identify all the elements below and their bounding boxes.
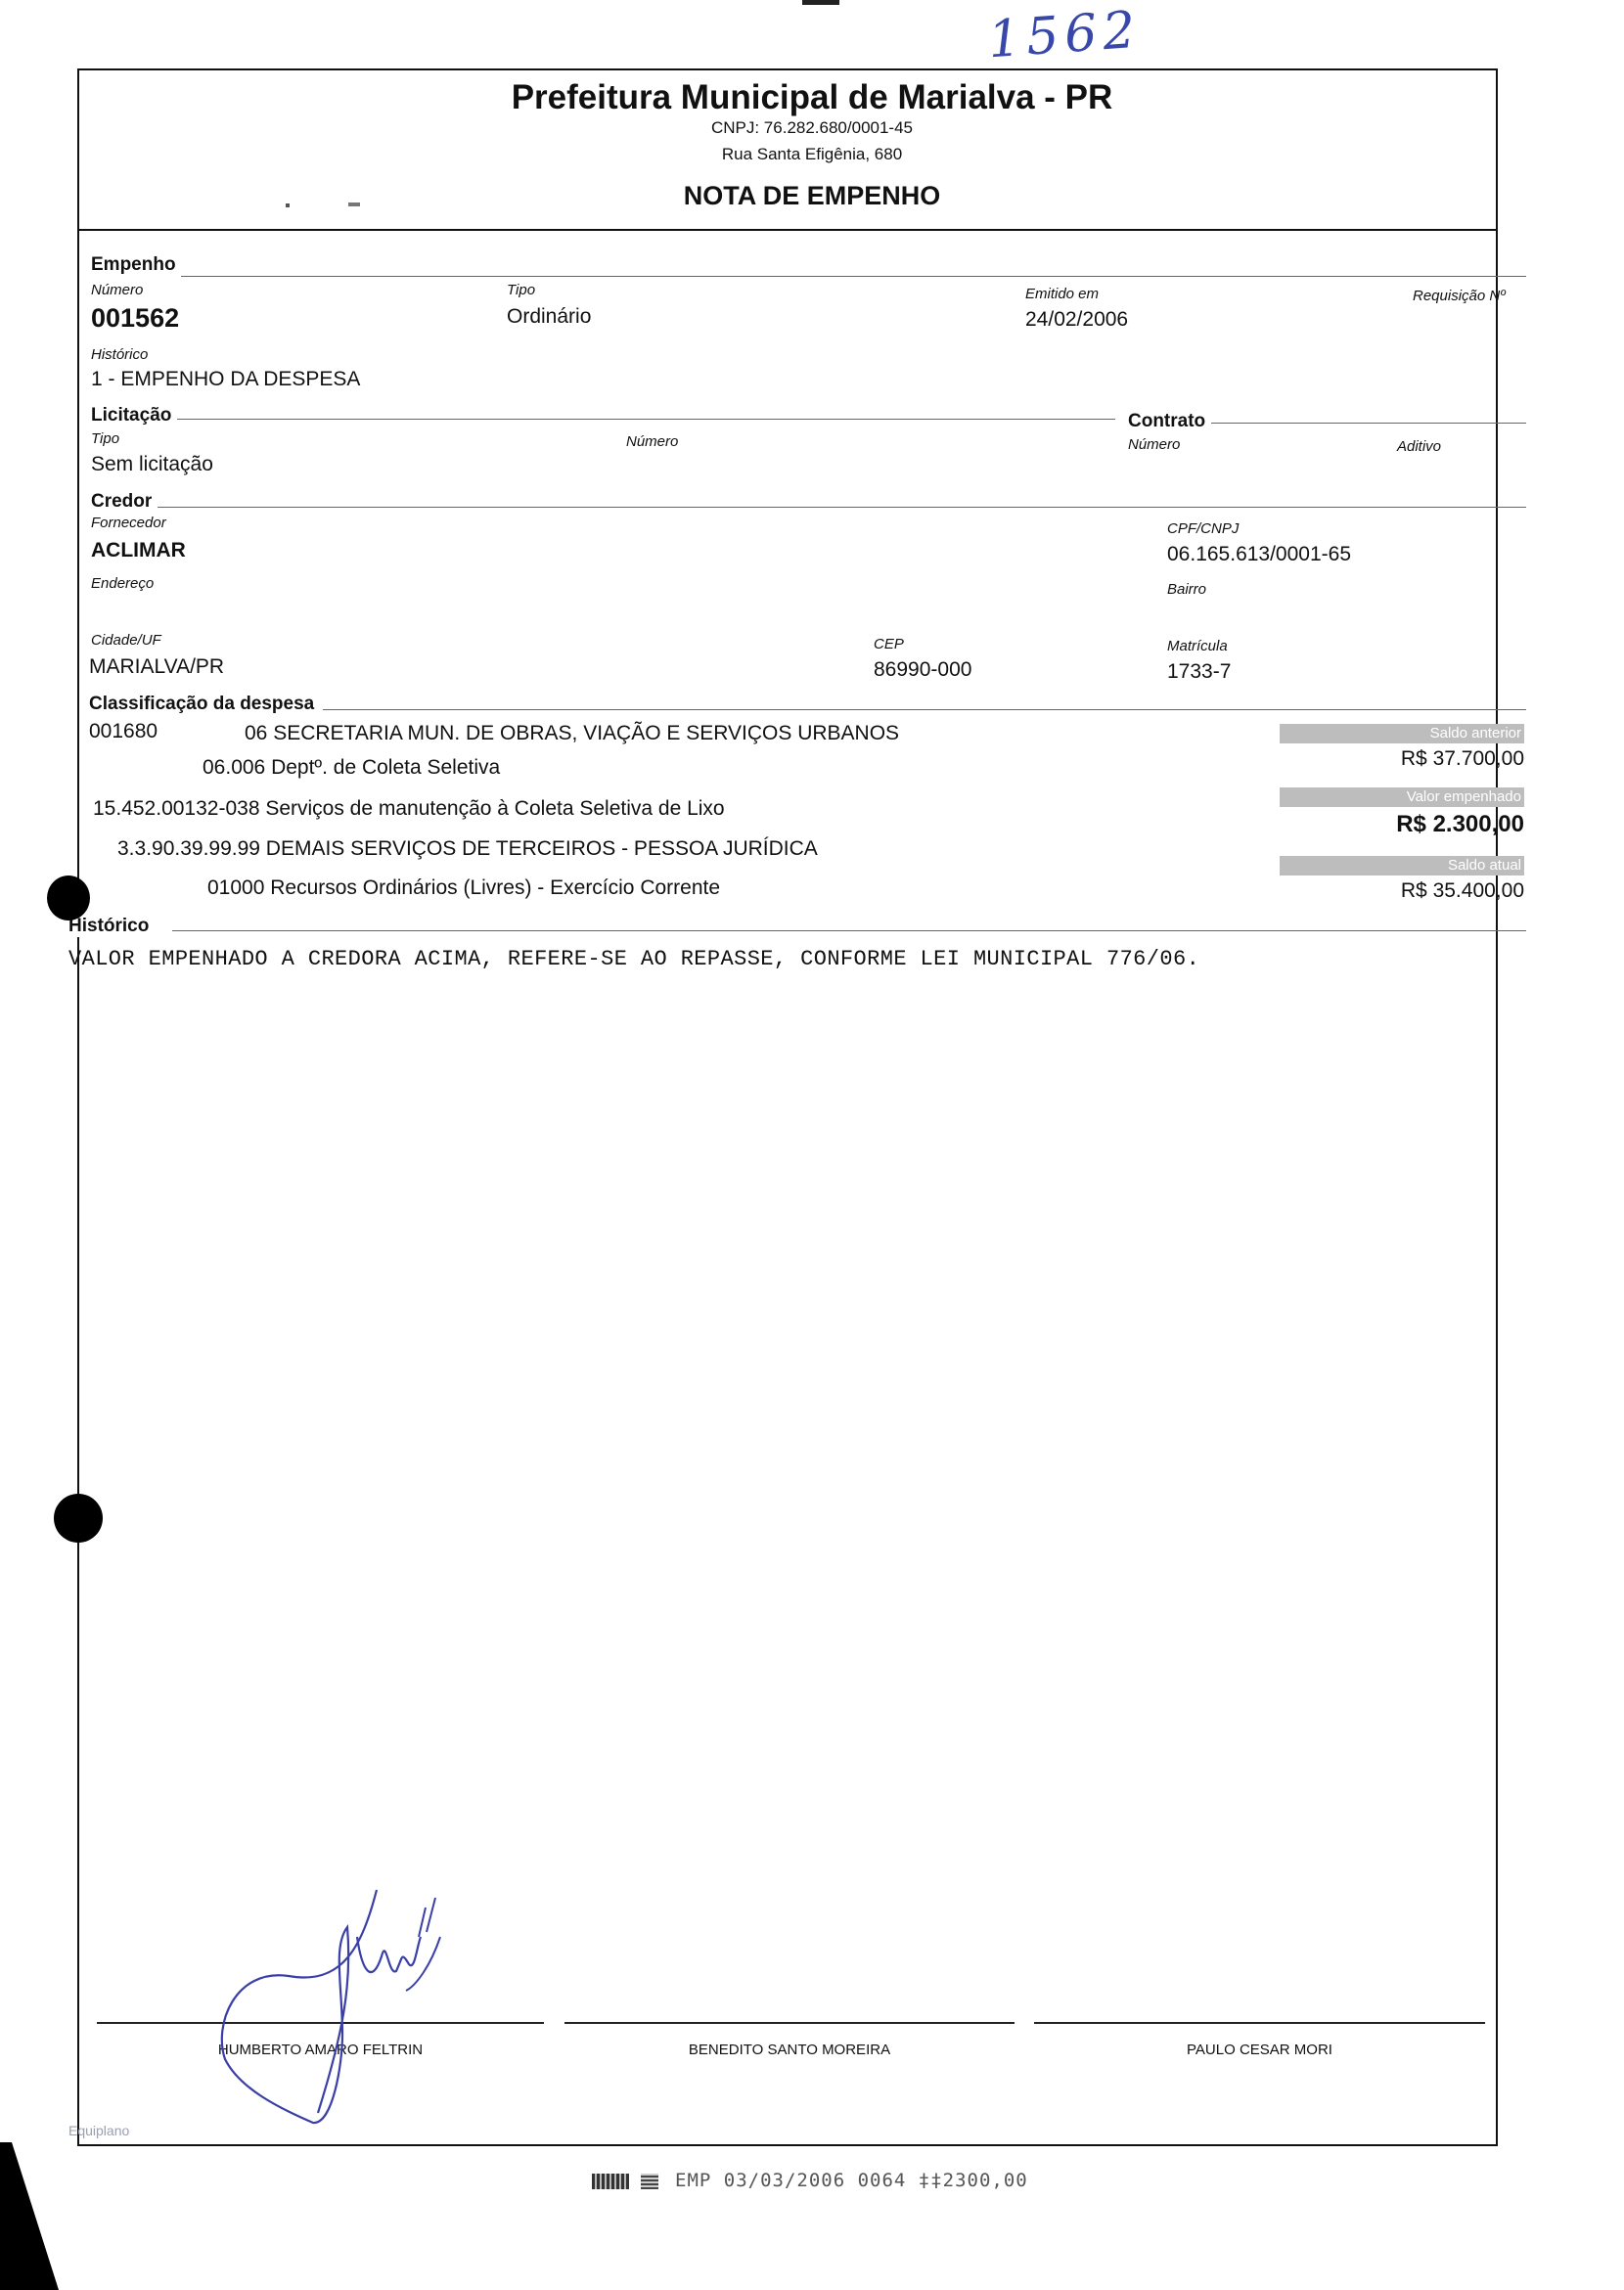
contrato-numero-label: Número xyxy=(1128,436,1181,453)
header-divider xyxy=(77,229,1496,231)
scan-mark xyxy=(802,0,839,5)
document-type-title: NOTA DE EMPENHO xyxy=(683,181,941,210)
tipo-value: Ordinário xyxy=(507,305,592,328)
fornecedor-label: Fornecedor xyxy=(91,515,166,531)
handwritten-signature xyxy=(196,1878,470,2133)
signatory-3: PAULO CESAR MORI xyxy=(1187,2042,1332,2058)
cidade-label: Cidade/UF xyxy=(91,632,161,649)
cnpj-text: CNPJ: 76.282.680/0001-45 xyxy=(710,118,914,137)
bairro-label: Bairro xyxy=(1167,581,1207,598)
matricula-label: Matrícula xyxy=(1167,638,1228,654)
endereco-label: Endereço xyxy=(91,575,155,592)
numero-label: Número xyxy=(91,282,144,298)
tipo-label: Tipo xyxy=(507,282,536,298)
section-rule xyxy=(323,709,1526,710)
section-rule xyxy=(176,419,1115,420)
handwritten-number: 1562 xyxy=(986,0,1144,70)
licitacao-tipo-value: Sem licitação xyxy=(91,453,213,475)
stamp-logo xyxy=(641,2174,658,2189)
matricula-value: 1733-7 xyxy=(1167,660,1232,683)
address-text: Rua Santa Efigênia, 680 xyxy=(721,145,903,163)
classificacao-funcional: 15.452.00132-038 Serviços de manutenção à Coleta Seletiva de Lixo xyxy=(93,797,725,820)
classificacao-orgao: 06 SECRETARIA MUN. DE OBRAS, VIAÇÃO E SERVIÇOS URBANOS xyxy=(245,722,900,744)
saldo-atual-label: Saldo atual xyxy=(1280,856,1524,876)
signature-line-3 xyxy=(1034,2022,1485,2024)
emitido-value: 24/02/2006 xyxy=(1025,308,1129,331)
cep-label: CEP xyxy=(874,636,904,652)
saldo-anterior-value: R$ 37.700,00 xyxy=(1400,747,1524,770)
section-rule xyxy=(172,930,1526,931)
saldo-atual-value: R$ 35.400,00 xyxy=(1400,879,1524,902)
signatory-1: HUMBERTO AMARO FELTRIN xyxy=(217,2042,424,2058)
section-empenho: Empenho xyxy=(91,254,182,276)
contrato-aditivo-label: Aditivo xyxy=(1397,438,1442,455)
section-rule xyxy=(1211,423,1526,424)
section-contrato: Contrato xyxy=(1128,411,1211,432)
empenho-number: 001562 xyxy=(91,303,180,333)
emitido-label: Emitido em xyxy=(1025,286,1100,302)
classificacao-unidade: 06.006 Deptº. de Coleta Seletiva xyxy=(203,756,501,779)
cashier-stamp: EMP 03/03/2006 0064 ‡‡2300,00 xyxy=(675,2170,1028,2191)
cidade-value: MARIALVA/PR xyxy=(89,655,225,678)
section-credor: Credor xyxy=(91,491,158,513)
signature-line-2 xyxy=(564,2022,1015,2024)
requisicao-label: Requisição Nº xyxy=(1413,288,1506,304)
historico-label: Histórico xyxy=(91,346,149,363)
signatory-2: BENEDITO SANTO MOREIRA xyxy=(688,2042,891,2058)
punch-hole xyxy=(47,876,90,920)
classificacao-code: 001680 xyxy=(89,720,158,742)
cep-value: 86990-000 xyxy=(874,658,972,681)
classificacao-fonte: 01000 Recursos Ordinários (Livres) - Exercício Corrente xyxy=(207,876,721,899)
scan-speckle xyxy=(286,203,290,207)
valor-empenhado-value: R$ 2.300,00 xyxy=(1396,811,1524,837)
licitacao-tipo-label: Tipo xyxy=(91,430,120,447)
classificacao-elemento: 3.3.90.39.99.99 DEMAIS SERVIÇOS DE TERCEIROS - PESSOA JURÍDICA xyxy=(117,837,818,860)
section-historico: Histórico xyxy=(68,916,155,937)
section-rule xyxy=(157,507,1526,508)
section-licitacao: Licitação xyxy=(91,405,177,427)
fornecedor-value: ACLIMAR xyxy=(91,539,186,561)
software-brand: Equiplano xyxy=(68,2123,130,2138)
page-title: Prefeitura Municipal de Marialva - PR xyxy=(511,78,1113,116)
saldo-anterior-label: Saldo anterior xyxy=(1280,724,1524,743)
historico-value: 1 - EMPENHO DA DESPESA xyxy=(91,368,361,390)
cpf-value: 06.165.613/0001-65 xyxy=(1167,543,1352,565)
punch-hole xyxy=(54,1494,103,1543)
historico-text: VALOR EMPENHADO A CREDORA ACIMA, REFERE-SE AO REPASSE, CONFORME LEI MUNICIPAL 776/06. xyxy=(68,947,1200,971)
licitacao-numero-label: Número xyxy=(626,433,679,450)
cpf-label: CPF/CNPJ xyxy=(1167,520,1240,537)
scan-edge-shadow xyxy=(0,2142,59,2290)
scan-speckle xyxy=(348,202,360,206)
valor-empenhado-label: Valor empenhado xyxy=(1280,787,1524,807)
stamp-logo xyxy=(592,2174,629,2189)
section-rule xyxy=(181,276,1526,277)
section-classificacao: Classificação da despesa xyxy=(89,694,320,715)
